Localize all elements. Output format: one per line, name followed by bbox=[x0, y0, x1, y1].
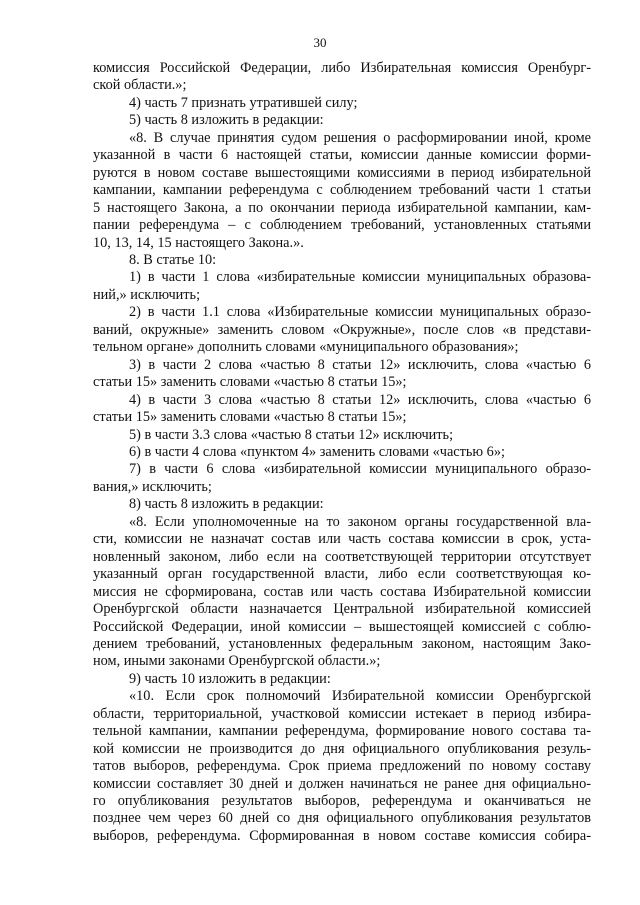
text-line: выборов, референдума. Сформированная в новом составе комиссия собира- bbox=[93, 827, 591, 844]
text-line: дением требований, установленных федеральным законом, настоящим Зако- bbox=[93, 635, 591, 652]
text-line: 6) в части 4 слова «пунктом 4» заменить словами «частью 6»; bbox=[129, 443, 505, 460]
text-line: «8. В случае принятия судом решения о расформировании иной, кроме bbox=[129, 129, 591, 146]
text-line: Оренбургской области назначается Центральной избирательной комиссией bbox=[93, 601, 591, 618]
text-line: пании референдума – с соблюдением требований, установленных статьями bbox=[93, 217, 591, 234]
text-line: 1) в части 1 слова «избирательные комиссии муниципальных образова- bbox=[129, 269, 591, 286]
text-line: комиссия Российской Федерации, либо Избирательная комиссия Оренбург- bbox=[93, 60, 591, 76]
text-line: 5) часть 8 изложить в редакции: bbox=[129, 112, 324, 129]
text-line: статьи 15» заменить словами «частью 8 статьи 15»; bbox=[93, 409, 407, 426]
text-line: ний,» исключить; bbox=[93, 286, 201, 303]
text-line: ской области.»; bbox=[93, 77, 187, 94]
text-line: ном, иными законами Оренбургской области.»; bbox=[93, 653, 381, 670]
text-line: новленный законом, либо если на соответствующей территории отсутствует bbox=[93, 548, 591, 565]
text-line: миссия не сформирована, состав или часть состава Избирательной комиссии bbox=[93, 583, 591, 600]
text-line: руются в новом составе вышестоящими комиссиями в период избирательной bbox=[93, 164, 591, 181]
text-line: статьи 15» заменить словами «частью 8 статьи 15»; bbox=[93, 374, 407, 391]
text-line: указанный орган государственной власти, либо если соответствующая ко- bbox=[93, 566, 591, 583]
text-line: татов выборов, референдума. Срок приема предложений по новому составу bbox=[93, 758, 591, 775]
page-number: 30 bbox=[313, 35, 327, 50]
text-line: позднее чем через 60 дней со дня официального опубликования результатов bbox=[93, 810, 591, 827]
text-line: 2) в части 1.1 слова «Избирательные комиссии муниципальных образо- bbox=[129, 304, 591, 321]
text-line: области, территориальной, участковой комиссии истекает в период избира- bbox=[93, 705, 591, 722]
text-line: тельной кампании, кампании референдума, формирование нового состава та- bbox=[93, 723, 591, 740]
text-line: «8. Если уполномоченные на то законом органы государственной вла- bbox=[129, 513, 591, 530]
text-line: 7) в части 6 слова «избирательной комиссии муниципального образо- bbox=[129, 461, 591, 478]
text-line: 4) часть 7 признать утратившей силу; bbox=[129, 94, 358, 111]
text-line: кой комиссии не производится до дня официального опубликования резуль- bbox=[93, 740, 591, 757]
text-line: кампании, кампании референдума с соблюдением требований части 1 статьи bbox=[93, 182, 591, 199]
text-line: го опубликования результатов выборов, референдума и оканчиваться не bbox=[93, 793, 591, 810]
text-line: сти, комиссии не назначат состав или часть состава комиссии в срок, уста- bbox=[93, 531, 591, 548]
text-line: тельном органе» дополнить словами «муниципального образования»; bbox=[93, 339, 519, 356]
text-line: Российской Федерации, иной комиссии – вышестоящей комиссией с соблю- bbox=[93, 618, 591, 635]
text-line: 8) часть 8 изложить в редакции: bbox=[129, 496, 324, 513]
text-line: 3) в части 2 слова «частью 8 статьи 12» исключить, слова «частью 6 bbox=[129, 356, 591, 373]
document-body bbox=[93, 60, 591, 845]
text-line: 5 настоящего Закона, а по окончании периода избирательной кампании, кам- bbox=[93, 199, 591, 216]
text-line: комиссии составляет 30 дней и должен начинаться не ранее дня официально- bbox=[93, 775, 591, 792]
text-line: 10, 13, 14, 15 настоящего Закона.». bbox=[93, 234, 304, 251]
text-line: 8. В статье 10: bbox=[129, 251, 217, 268]
text-line: ваний, окружные» заменить словом «Окружные», после слов «в представи- bbox=[93, 321, 591, 338]
text-line: указанной в части 6 настоящей статьи, комиссии данные комиссии форми- bbox=[93, 147, 591, 164]
text-line: 4) в части 3 слова «частью 8 статьи 12» исключить, слова «частью 6 bbox=[129, 391, 591, 408]
text-line: вания,» исключить; bbox=[93, 478, 212, 495]
text-line: 5) в части 3.3 слова «частью 8 статьи 12» исключить; bbox=[129, 426, 454, 443]
text-line: «10. Если срок полномочий Избирательной комиссии Оренбургской bbox=[129, 688, 591, 705]
text-line: 9) часть 10 изложить в редакции: bbox=[129, 670, 331, 687]
